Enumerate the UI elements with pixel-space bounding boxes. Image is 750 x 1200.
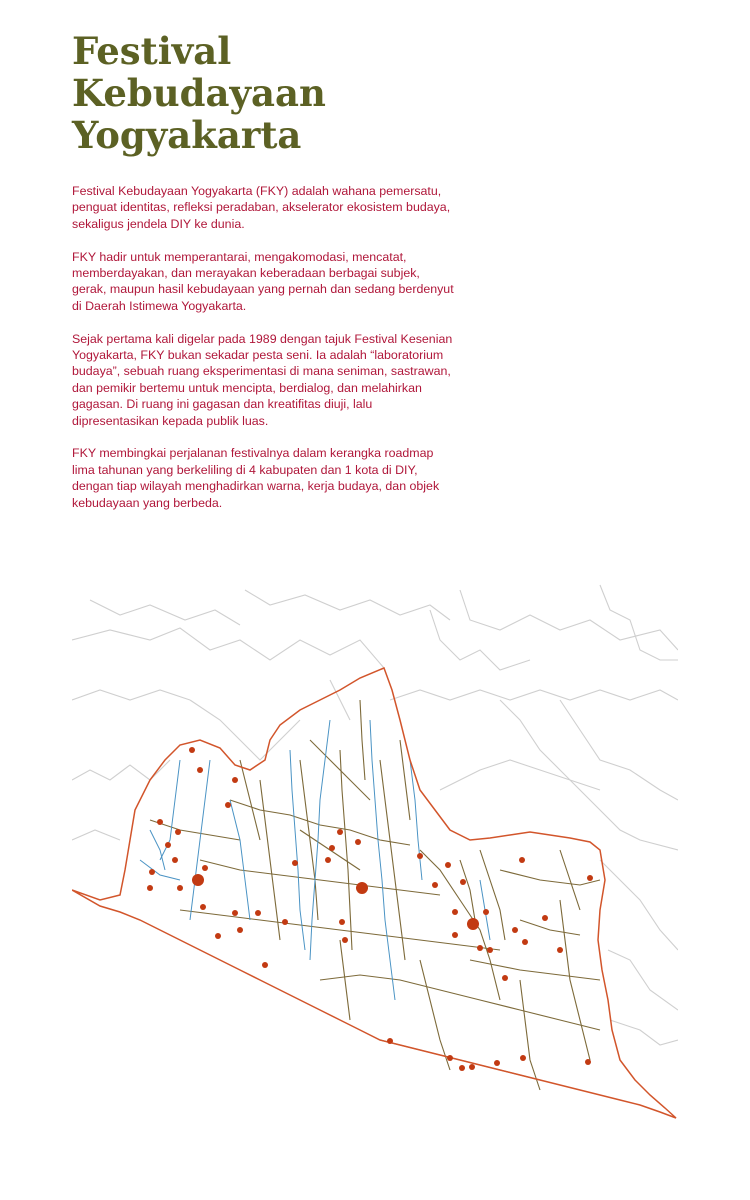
outside-line xyxy=(430,610,530,670)
outside-line xyxy=(72,760,170,780)
road xyxy=(260,780,280,940)
event-marker xyxy=(356,882,368,894)
event-marker xyxy=(282,919,288,925)
outside-line xyxy=(600,585,678,660)
event-marker xyxy=(329,845,335,851)
event-marker xyxy=(587,875,593,881)
event-marker xyxy=(202,865,208,871)
event-marker xyxy=(339,919,345,925)
paragraph-3: Sejak pertama kali digelar pada 1989 dengan tajuk Festival Kesenian Yogyakarta, FKY bukan sekadar pesta seni. Ia adalah “laboratorium budaya”, sebuah ruang eksperimentasi di mana seniman, sastrawan, dan pemikir bertemu untuk mencipta, berdialog, dan melahirkan gagasan. Di ruang ini gagasan dan kreatifitas diuji, lalu dipresentasikan kepada publik luas. xyxy=(72,331,453,428)
event-marker xyxy=(483,909,489,915)
outside-boundaries xyxy=(72,585,678,1045)
event-marker xyxy=(557,947,563,953)
event-marker xyxy=(200,904,206,910)
outside-line xyxy=(90,600,240,625)
event-marker xyxy=(460,879,466,885)
event-marker xyxy=(519,857,525,863)
event-marker xyxy=(232,777,238,783)
river xyxy=(140,860,180,880)
road xyxy=(470,960,600,980)
outside-line xyxy=(560,700,678,800)
river xyxy=(310,720,330,960)
event-marker xyxy=(445,862,451,868)
event-marker xyxy=(469,1064,475,1070)
outside-line xyxy=(72,628,384,668)
road xyxy=(560,850,580,910)
title-line-1: Festival xyxy=(72,29,232,73)
river xyxy=(150,830,165,870)
road xyxy=(360,700,365,780)
road xyxy=(380,760,405,960)
road xyxy=(310,740,370,800)
outside-line xyxy=(600,860,678,950)
outside-line xyxy=(72,830,120,840)
river xyxy=(230,800,250,920)
outside-line xyxy=(500,700,678,850)
intro-text xyxy=(72,183,457,527)
paragraph-4: FKY membingkai perjalanan festivalnya dalam kerangka roadmap lima tahunan yang berkeliling di 4 kabupaten dan 1 kota di DIY, dengan tiap wilayah menghadirkan warna, kerja budaya, dan objek kebudayaan yang berbeda. xyxy=(72,446,440,510)
event-marker xyxy=(522,939,528,945)
event-marker xyxy=(292,860,298,866)
event-markers xyxy=(147,747,593,1071)
event-marker xyxy=(542,915,548,921)
event-marker xyxy=(355,839,361,845)
road xyxy=(240,760,260,840)
road xyxy=(500,870,600,885)
event-marker xyxy=(447,1055,453,1061)
event-marker xyxy=(494,1060,500,1066)
event-marker xyxy=(520,1055,526,1061)
event-marker xyxy=(149,869,155,875)
event-marker xyxy=(487,947,493,953)
event-marker xyxy=(502,975,508,981)
event-marker xyxy=(325,857,331,863)
river xyxy=(370,720,395,1000)
event-marker xyxy=(417,853,423,859)
event-marker xyxy=(215,933,221,939)
road xyxy=(150,820,240,840)
province-boundary xyxy=(72,668,676,1118)
event-marker xyxy=(342,937,348,943)
road xyxy=(340,940,350,1020)
event-marker xyxy=(387,1038,393,1044)
outside-line xyxy=(610,1020,678,1045)
outside-line xyxy=(72,690,190,700)
event-marker xyxy=(175,829,181,835)
event-marker xyxy=(255,910,261,916)
outside-line xyxy=(190,700,300,760)
event-marker xyxy=(512,927,518,933)
road xyxy=(480,850,505,940)
outside-line xyxy=(245,590,450,620)
event-marker xyxy=(177,885,183,891)
roads xyxy=(150,700,600,1090)
event-marker xyxy=(467,918,479,930)
outside-line xyxy=(390,690,678,700)
event-marker xyxy=(197,767,203,773)
diy-map xyxy=(72,580,678,1125)
title-line-2: Kebudayaan xyxy=(72,71,326,115)
event-marker xyxy=(165,842,171,848)
page-title xyxy=(72,30,492,156)
event-marker xyxy=(237,927,243,933)
event-marker xyxy=(192,874,204,886)
road xyxy=(560,900,590,1060)
event-marker xyxy=(225,802,231,808)
event-marker xyxy=(147,885,153,891)
event-marker xyxy=(585,1059,591,1065)
rivers xyxy=(140,720,490,1000)
event-marker xyxy=(477,945,483,951)
event-marker xyxy=(172,857,178,863)
road xyxy=(520,920,580,935)
event-marker xyxy=(459,1065,465,1071)
road xyxy=(200,860,440,895)
title-line-3: Yogyakarta xyxy=(72,113,302,157)
event-marker xyxy=(262,962,268,968)
event-marker xyxy=(452,932,458,938)
event-marker xyxy=(157,819,163,825)
outside-line xyxy=(460,590,678,650)
paragraph-1: Festival Kebudayaan Yogyakarta (FKY) adalah wahana pemersatu, penguat identitas, refleksi peradaban, akselerator ekosistem budaya, sekaligus jendela DIY ke dunia. xyxy=(72,184,451,231)
road xyxy=(520,980,540,1090)
event-marker xyxy=(232,910,238,916)
event-marker xyxy=(432,882,438,888)
event-marker xyxy=(452,909,458,915)
road xyxy=(320,975,600,1030)
outside-line xyxy=(608,950,678,1010)
event-marker xyxy=(337,829,343,835)
event-marker xyxy=(189,747,195,753)
river xyxy=(190,760,210,920)
paragraph-2: FKY hadir untuk memperantarai, mengakomodasi, mencatat, memberdayakan, dan merayakan keberadaan berbagai subjek, gerak, maupun hasil kebudayaan yang pernah dan sedang berdenyut di Daerah Istimewa Yogyakarta. xyxy=(72,249,454,313)
